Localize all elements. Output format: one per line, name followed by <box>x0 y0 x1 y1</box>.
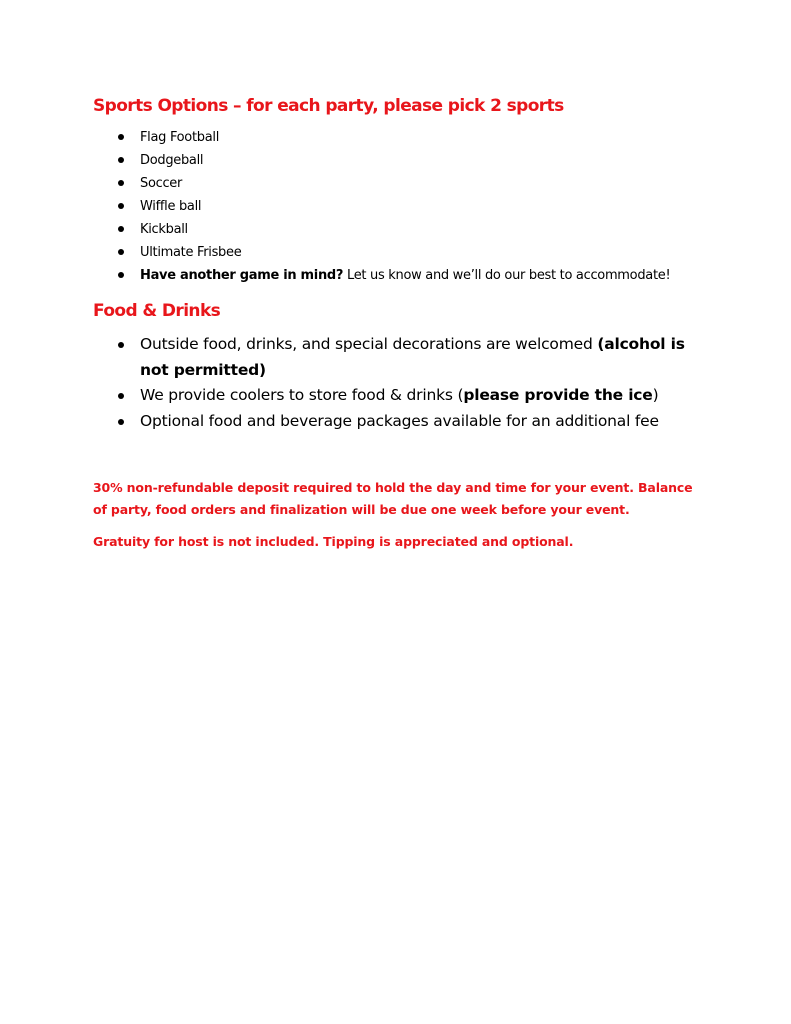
packages-text: Optional food and beverage packages available for an additional fee <box>140 411 659 430</box>
list-item <box>93 243 670 266</box>
bullet-icon <box>118 393 124 399</box>
deposit-note: 30% non-refundable deposit required to hold the day and time for your event. Balance of party, food orders and finalization will be due one week before your event. <box>93 480 693 517</box>
list-item <box>93 174 670 197</box>
bullet-icon <box>118 203 124 209</box>
list-item <box>93 128 670 151</box>
bullet-icon <box>118 249 124 255</box>
bullet-icon <box>118 134 124 140</box>
list-item <box>93 197 670 220</box>
list-item <box>93 220 670 243</box>
bullet-icon <box>118 226 124 232</box>
ice-notice: please provide the ice <box>463 386 653 404</box>
sport-label: Kickball <box>140 222 188 237</box>
other-game-text: Let us know and we’ll do our best to accommodate! <box>343 268 671 283</box>
sport-label: Flag Football <box>140 130 220 145</box>
sport-label: Soccer <box>140 176 183 191</box>
sports-options-heading: Sports Options – for each party, please pick 2 sports <box>93 96 564 116</box>
food-list <box>93 332 700 434</box>
coolers-text-start: We provide coolers to store food & drinks ( <box>140 386 464 404</box>
list-item <box>93 151 670 174</box>
list-item-other-game <box>93 266 670 289</box>
coolers-text-end: ) <box>652 386 659 404</box>
sport-label: Dodgeball <box>140 153 204 168</box>
bullet-icon <box>118 272 124 278</box>
sport-label: Wiffle ball <box>140 199 202 214</box>
sports-list <box>93 128 670 289</box>
bullet-icon <box>118 180 124 186</box>
outside-food-text: Outside food, drinks, and special decorations are welcomed <box>140 335 598 353</box>
list-item <box>93 409 700 435</box>
food-drinks-heading: Food & Drinks <box>93 301 221 321</box>
gratuity-note: Gratuity for host is not included. Tipping is appreciated and optional. <box>93 534 574 549</box>
list-item <box>93 383 700 409</box>
sport-label: Ultimate Frisbee <box>140 245 242 260</box>
bullet-icon <box>118 419 124 425</box>
alcohol-notice: (alcohol is not permitted) <box>140 335 685 379</box>
bullet-icon <box>118 157 124 163</box>
list-item <box>93 332 700 383</box>
other-game-question: Have another game in mind? <box>140 268 344 283</box>
bullet-icon <box>118 342 124 348</box>
